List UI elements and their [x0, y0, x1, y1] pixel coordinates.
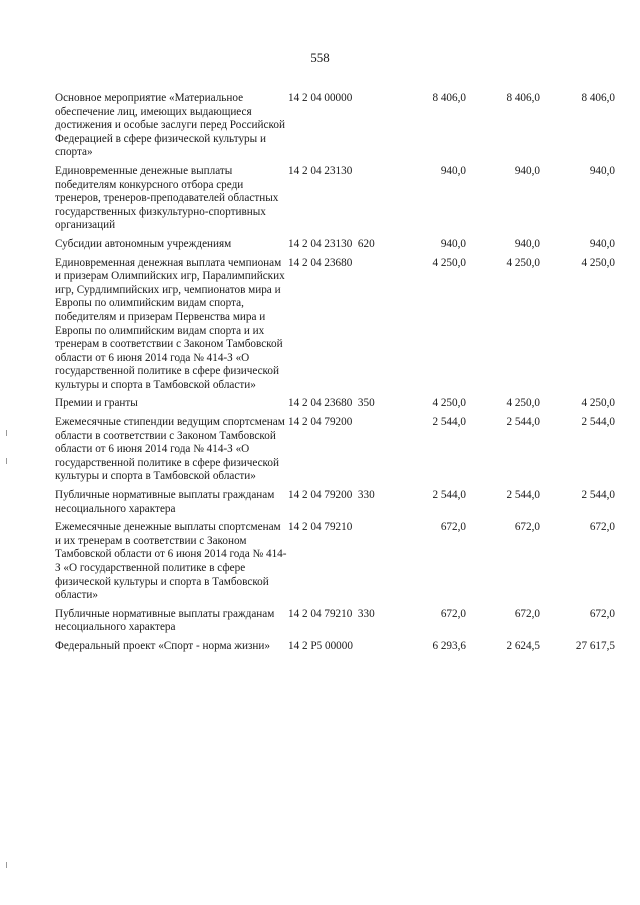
row-description: Премии и гранты [55, 397, 138, 410]
row-code: 14 2 04 23130 [288, 164, 353, 177]
margin-tick [6, 430, 7, 436]
row-value-2: 940,0 [514, 164, 540, 177]
row-value-2: 2 544,0 [506, 416, 540, 429]
row-value-3: 940,0 [589, 164, 615, 177]
row-value-2: 2 624,5 [506, 639, 540, 652]
row-code: 14 2 04 79200 330 [288, 489, 375, 502]
row-value-2: 2 544,0 [506, 489, 540, 502]
row-description: Ежемесячные денежные выплаты спортсменам и их тренерам в соответствии с Законом Тамбовской области от 6 июня 2014 года № 414-З «О государственной политике в сфере физической культуры и спорта в Тамбовской области» [55, 521, 287, 602]
table-row [55, 489, 615, 516]
row-description: Основное мероприятие «Материальное обеспечение лиц, имеющих выдающиеся достижения и особые заслуги перед Российской Федерацией в сфере физической культуры и спорта» [55, 92, 285, 159]
row-value-1: 672,0 [440, 521, 466, 534]
row-value-3: 2 544,0 [581, 489, 615, 502]
row-code: 14 2 04 23680 [288, 256, 353, 269]
row-description: Единовременные денежные выплаты победителям конкурсного отбора среди тренеров, тренеров-преподавателей областных государственных физкультурно-спортивных организаций [55, 164, 279, 232]
row-description: Федеральный проект «Спорт - норма жизни» [55, 639, 270, 652]
row-value-2: 8 406,0 [506, 92, 540, 104]
margin-tick [6, 862, 7, 868]
row-value-1: 940,0 [440, 237, 466, 250]
row-value-2: 672,0 [514, 607, 540, 620]
row-value-3: 8 406,0 [581, 92, 615, 104]
row-value-2: 940,0 [514, 237, 540, 250]
row-value-3: 2 544,0 [581, 416, 615, 429]
table-row [55, 640, 615, 654]
row-code: 14 2 P5 00000 [288, 639, 353, 652]
row-value-1: 4 250,0 [432, 397, 466, 410]
row-description: Публичные нормативные выплаты гражданам несоциального характера [55, 489, 275, 515]
row-value-3: 672,0 [589, 521, 615, 534]
row-value-1: 2 544,0 [432, 416, 466, 429]
budget-table [55, 92, 615, 659]
table-row [55, 238, 615, 252]
row-value-3: 4 250,0 [581, 397, 615, 410]
margin-tick [6, 458, 7, 464]
table-row [55, 416, 615, 484]
row-code: 14 2 04 23130 620 [288, 237, 375, 250]
row-description: Единовременная денежная выплата чемпионам и призерам Олимпийских игр, Паралимпийских игр, Сурдлимпийских игр, чемпионатов мира и Европы по олимпийским видам спорта, победителям и призерам Первенства мира и Европы по олимпийским видам спорта и их тренерам в соответствии с Законом Тамбовской области от 6 июня 2014 года № 414-З «О государственной политике в сфере физической культуры и спорта в Тамбовской области» [55, 256, 285, 391]
row-value-3: 672,0 [589, 607, 615, 620]
row-value-1: 8 406,0 [432, 92, 466, 104]
table-row [55, 608, 615, 635]
row-value-3: 940,0 [589, 237, 615, 250]
row-value-1: 940,0 [440, 164, 466, 177]
row-value-2: 672,0 [514, 521, 540, 534]
row-code: 14 2 04 23680 350 [288, 397, 375, 410]
row-value-3: 4 250,0 [581, 256, 615, 269]
page-number: 558 [310, 50, 330, 65]
row-code: 14 2 04 79200 [288, 416, 353, 429]
row-description: Ежемесячные стипендии ведущим спортсменам области в соответствии с Законом Тамбовской области от 6 июня 2014 года № 414-З «О государственной политике в сфере физической культуры и спорта в Тамбовской области» [55, 416, 285, 483]
row-code: 14 2 04 79210 330 [288, 607, 375, 620]
table-row [55, 397, 615, 411]
table-row [55, 165, 615, 233]
table-row [55, 92, 615, 160]
row-code: 14 2 04 79210 [288, 521, 353, 534]
table-row [55, 521, 615, 603]
row-value-2: 4 250,0 [506, 397, 540, 410]
row-value-1: 2 544,0 [432, 489, 466, 502]
table-row [55, 257, 615, 393]
row-description: Субсидии автономным учреждениям [55, 237, 232, 250]
row-value-2: 4 250,0 [506, 256, 540, 269]
row-value-1: 672,0 [440, 607, 466, 620]
row-description: Публичные нормативные выплаты гражданам несоциального характера [55, 607, 275, 634]
row-value-3: 27 617,5 [575, 639, 615, 652]
row-value-1: 4 250,0 [432, 256, 466, 269]
row-value-1: 6 293,6 [432, 639, 466, 652]
row-code: 14 2 04 00000 [288, 92, 353, 104]
